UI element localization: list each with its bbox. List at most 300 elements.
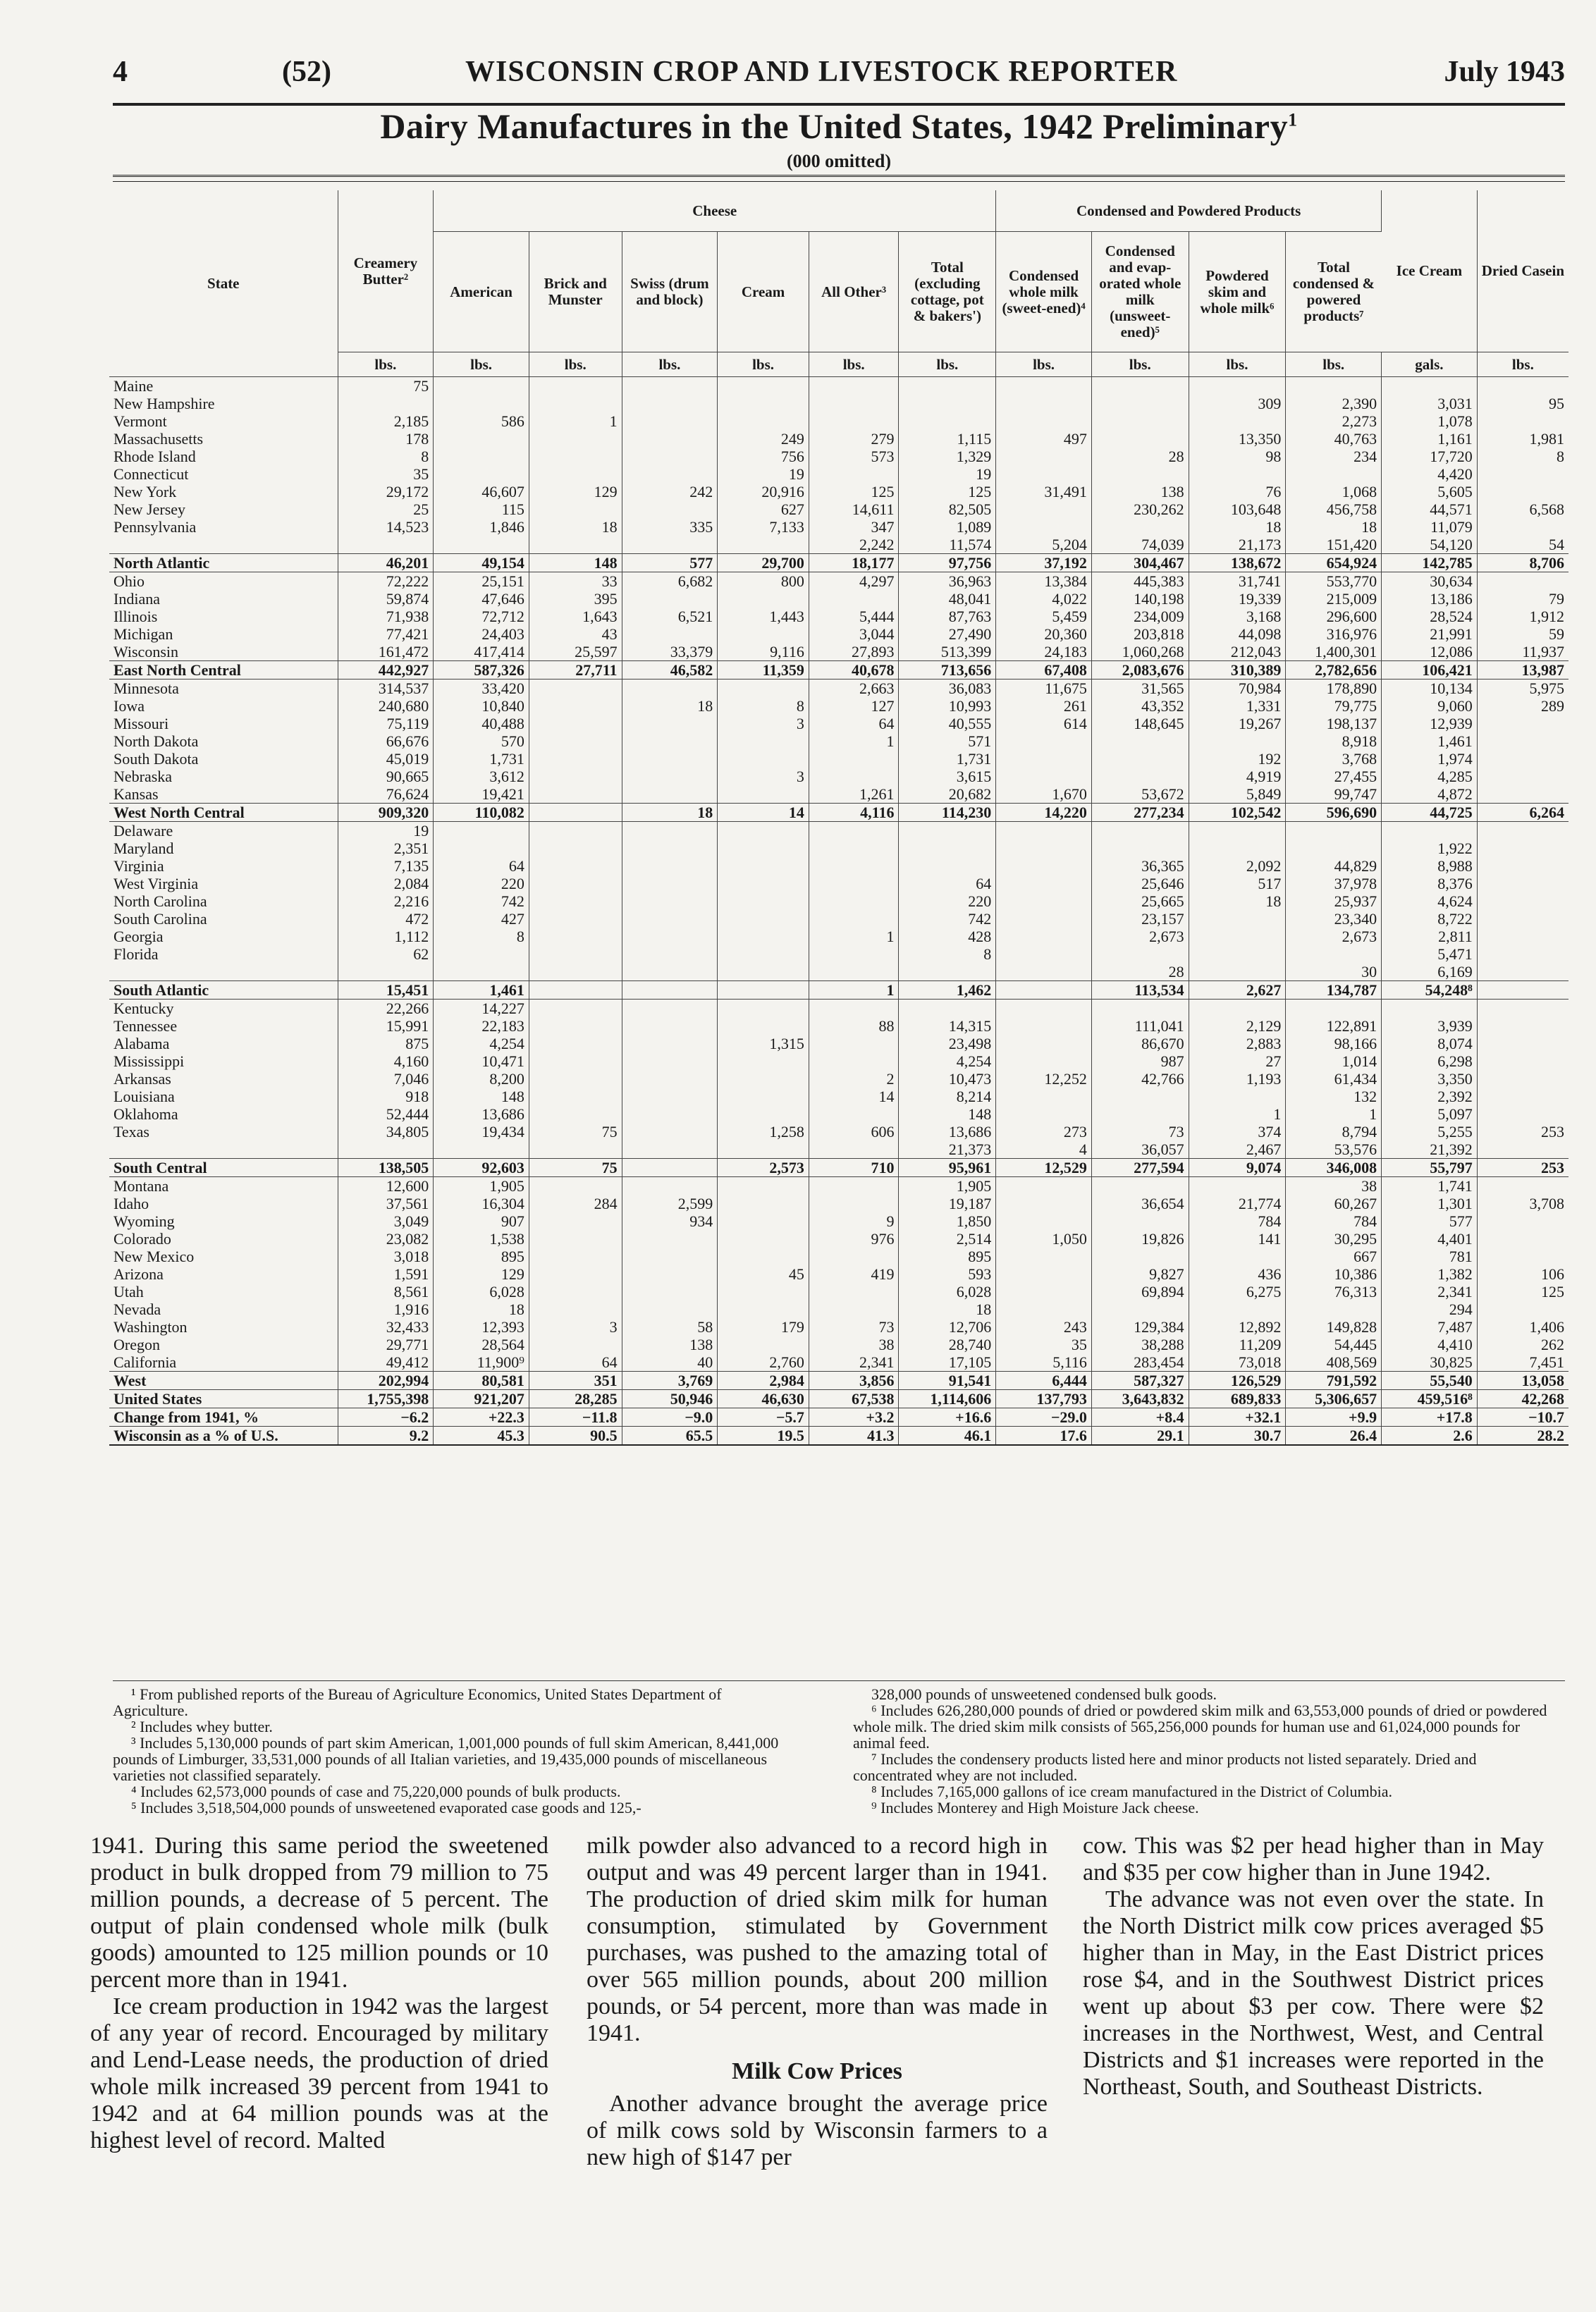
value-cell bbox=[809, 857, 899, 875]
value-cell: 2,341 bbox=[1382, 1283, 1478, 1300]
value-cell: 25,646 bbox=[1091, 875, 1189, 892]
table-row bbox=[109, 590, 1569, 608]
unit-label: lbs. bbox=[434, 352, 529, 377]
value-cell: 4,401 bbox=[1382, 1230, 1478, 1248]
value-cell: 148 bbox=[434, 1088, 529, 1105]
value-cell: 41.3 bbox=[809, 1427, 899, 1446]
value-cell bbox=[996, 1035, 1092, 1052]
state-name-cell: Delaware bbox=[109, 822, 338, 840]
value-cell: 253 bbox=[1477, 1159, 1569, 1177]
value-cell: 6,028 bbox=[899, 1283, 996, 1300]
table-row bbox=[109, 697, 1569, 715]
value-cell: 571 bbox=[899, 732, 996, 750]
state-name-cell: West Virginia bbox=[109, 875, 338, 892]
value-cell: 283,454 bbox=[1091, 1353, 1189, 1372]
value-cell: 243 bbox=[996, 1318, 1092, 1336]
value-cell bbox=[1091, 1000, 1189, 1018]
value-cell: 934 bbox=[622, 1212, 718, 1230]
value-cell: 10,134 bbox=[1382, 680, 1478, 698]
value-cell: 2,341 bbox=[809, 1353, 899, 1372]
value-cell: 75,119 bbox=[338, 715, 434, 732]
value-cell bbox=[1091, 1248, 1189, 1265]
value-cell: 8,794 bbox=[1286, 1123, 1382, 1140]
state-name-cell: North Atlantic bbox=[109, 554, 338, 572]
value-cell bbox=[809, 1000, 899, 1018]
value-cell: 48,041 bbox=[899, 590, 996, 608]
value-cell bbox=[1091, 945, 1189, 963]
value-cell: 5,444 bbox=[809, 608, 899, 625]
value-cell: 3,168 bbox=[1189, 608, 1286, 625]
state-name-cell: Nebraska bbox=[109, 768, 338, 785]
value-cell: 3,612 bbox=[434, 768, 529, 785]
value-cell: 21,173 bbox=[1189, 536, 1286, 554]
value-cell: 11,675 bbox=[996, 680, 1092, 698]
footnote-rule bbox=[113, 1680, 1565, 1681]
value-cell: 25,665 bbox=[1091, 892, 1189, 910]
value-cell bbox=[529, 785, 622, 804]
value-cell: 19 bbox=[899, 465, 996, 483]
value-cell: 11,209 bbox=[1189, 1336, 1286, 1353]
table-row bbox=[109, 945, 1569, 963]
table-row bbox=[109, 465, 1569, 483]
value-cell: 44,098 bbox=[1189, 625, 1286, 643]
value-cell: 497 bbox=[996, 430, 1092, 448]
value-cell: 3,031 bbox=[1382, 395, 1478, 412]
value-cell bbox=[1477, 945, 1569, 963]
value-cell bbox=[622, 590, 718, 608]
value-cell bbox=[622, 840, 718, 857]
value-cell: 8,722 bbox=[1382, 910, 1478, 928]
value-cell: 12,252 bbox=[996, 1070, 1092, 1088]
value-cell bbox=[996, 963, 1092, 981]
issue-number: (52) bbox=[282, 56, 331, 88]
value-cell: 14,611 bbox=[809, 500, 899, 518]
value-cell: 19,421 bbox=[434, 785, 529, 804]
value-cell: 2.6 bbox=[1382, 1427, 1478, 1446]
unit-label: lbs. bbox=[1091, 352, 1189, 377]
value-cell: 64 bbox=[529, 1353, 622, 1372]
value-cell: 875 bbox=[338, 1035, 434, 1052]
value-cell: 987 bbox=[1091, 1052, 1189, 1070]
value-cell bbox=[434, 536, 529, 554]
value-cell: 91,541 bbox=[899, 1372, 996, 1390]
value-cell: 3,856 bbox=[809, 1372, 899, 1390]
table-row bbox=[109, 1248, 1569, 1265]
value-cell: 909,320 bbox=[338, 804, 434, 822]
value-cell: 8 bbox=[899, 945, 996, 963]
value-cell: 148 bbox=[899, 1105, 996, 1123]
value-cell bbox=[899, 857, 996, 875]
value-cell: 13,350 bbox=[1189, 430, 1286, 448]
value-cell bbox=[996, 500, 1092, 518]
value-cell bbox=[809, 963, 899, 981]
value-cell: 12,892 bbox=[1189, 1318, 1286, 1336]
value-cell: 1,916 bbox=[338, 1300, 434, 1318]
col-header-condensed-total: Total condensed & powered products⁷ bbox=[1286, 232, 1382, 352]
value-cell: 781 bbox=[1382, 1248, 1478, 1265]
value-cell bbox=[1189, 377, 1286, 395]
value-cell: 921,207 bbox=[434, 1390, 529, 1408]
value-cell: 11,574 bbox=[899, 536, 996, 554]
value-cell: 1,014 bbox=[1286, 1052, 1382, 1070]
value-cell: 12,086 bbox=[1382, 643, 1478, 661]
table-row bbox=[109, 750, 1569, 768]
value-cell bbox=[529, 715, 622, 732]
value-cell: 23,340 bbox=[1286, 910, 1382, 928]
value-cell: 1,261 bbox=[809, 785, 899, 804]
value-cell: 52,444 bbox=[338, 1105, 434, 1123]
value-cell bbox=[529, 928, 622, 945]
value-cell: 9,060 bbox=[1382, 697, 1478, 715]
value-cell bbox=[529, 680, 622, 698]
value-cell bbox=[996, 412, 1092, 430]
value-cell: 18 bbox=[1286, 518, 1382, 536]
value-cell: +32.1 bbox=[1189, 1408, 1286, 1427]
value-cell: 6,444 bbox=[996, 1372, 1092, 1390]
value-cell: 3 bbox=[529, 1318, 622, 1336]
value-cell: 2,984 bbox=[718, 1372, 809, 1390]
value-cell bbox=[718, 1105, 809, 1123]
value-cell: 59,874 bbox=[338, 590, 434, 608]
footnote: ² Includes whey butter. bbox=[131, 1718, 273, 1735]
value-cell: 654,924 bbox=[1286, 554, 1382, 572]
value-cell: 23,157 bbox=[1091, 910, 1189, 928]
value-cell: 4,116 bbox=[809, 804, 899, 822]
value-cell bbox=[622, 1052, 718, 1070]
table-row bbox=[109, 377, 1569, 395]
value-cell: 64 bbox=[809, 715, 899, 732]
value-cell bbox=[1189, 822, 1286, 840]
value-cell: 148 bbox=[529, 554, 622, 572]
value-cell: 33 bbox=[529, 572, 622, 591]
value-cell: 8,214 bbox=[899, 1088, 996, 1105]
value-cell bbox=[809, 768, 899, 785]
value-cell: 38 bbox=[809, 1336, 899, 1353]
value-cell bbox=[718, 1230, 809, 1248]
value-cell: 234 bbox=[1286, 448, 1382, 465]
value-cell: 2,216 bbox=[338, 892, 434, 910]
value-cell: 261 bbox=[996, 697, 1092, 715]
footnote: ¹ From published reports of the Bureau of Agriculture Economics, United States Department of Agriculture. bbox=[113, 1685, 722, 1719]
value-cell bbox=[529, 1300, 622, 1318]
paragraph: The advance was not even over the state. In the North District milk cow prices averaged $5 higher than in May, in the East District prices rose $4, and in the Southwest District prices went up about $3 per cow. There were $2 increases in the Northwest, West, and Central Districts and $1 increases were reported in the Northeast, South, and Southeast Districts. bbox=[1083, 1886, 1544, 2100]
value-cell: 8,918 bbox=[1286, 732, 1382, 750]
condensed-group-header: Condensed and Powdered Products bbox=[996, 190, 1382, 232]
value-cell bbox=[996, 1088, 1092, 1105]
value-cell bbox=[1477, 785, 1569, 804]
value-cell bbox=[1477, 1088, 1569, 1105]
value-cell bbox=[622, 1283, 718, 1300]
table-row bbox=[109, 625, 1569, 643]
value-cell: 12,706 bbox=[899, 1318, 996, 1336]
value-cell: 395 bbox=[529, 590, 622, 608]
value-cell: 30,825 bbox=[1382, 1353, 1478, 1372]
unit-label: lbs. bbox=[338, 352, 434, 377]
value-cell bbox=[1189, 412, 1286, 430]
table-row bbox=[109, 715, 1569, 732]
value-cell bbox=[809, 1140, 899, 1159]
value-cell: 5,849 bbox=[1189, 785, 1286, 804]
value-cell: 140,198 bbox=[1091, 590, 1189, 608]
value-cell: 606 bbox=[809, 1123, 899, 1140]
value-cell: 6,568 bbox=[1529, 500, 1564, 518]
total-row bbox=[109, 554, 1569, 572]
state-name-cell: South Central bbox=[109, 1159, 338, 1177]
value-cell: 14,523 bbox=[338, 518, 434, 536]
value-cell bbox=[1091, 1105, 1189, 1123]
value-cell bbox=[996, 822, 1092, 840]
value-cell bbox=[718, 1017, 809, 1035]
state-name-cell: Illinois bbox=[109, 608, 338, 625]
value-cell bbox=[529, 1336, 622, 1353]
value-cell bbox=[996, 1265, 1092, 1283]
value-cell: 459,516⁸ bbox=[1382, 1390, 1478, 1408]
value-cell bbox=[1091, 395, 1189, 412]
value-cell: 15,451 bbox=[338, 981, 434, 1000]
value-cell bbox=[434, 963, 529, 981]
value-cell: 70,984 bbox=[1189, 680, 1286, 698]
value-cell: 106 bbox=[1541, 1265, 1564, 1283]
value-cell: 573 bbox=[809, 448, 899, 465]
state-name-cell: New Hampshire bbox=[109, 395, 338, 412]
total-row bbox=[109, 1159, 1569, 1177]
value-cell: +16.6 bbox=[899, 1408, 996, 1427]
value-cell bbox=[1189, 963, 1286, 981]
value-cell: 80,581 bbox=[434, 1372, 529, 1390]
value-cell bbox=[529, 448, 622, 465]
table-row bbox=[109, 643, 1569, 661]
value-cell bbox=[996, 1177, 1092, 1195]
value-cell bbox=[1477, 910, 1569, 928]
value-cell bbox=[718, 785, 809, 804]
value-cell: 212,043 bbox=[1189, 643, 1286, 661]
value-cell: 8,988 bbox=[1382, 857, 1478, 875]
value-cell: 586 bbox=[434, 412, 529, 430]
value-cell bbox=[718, 1000, 809, 1018]
value-cell bbox=[996, 518, 1092, 536]
value-cell bbox=[1477, 412, 1569, 430]
value-cell: 90.5 bbox=[529, 1427, 622, 1446]
paragraph: milk powder also advanced to a record high in output and was 49 percent larger than in 1941. The production of dried skim milk for human consumption, stimulated by Government purchases, was pushed to the amazing total of over 565 million pounds, about 200 million pounds, or 54 percent, more than was made in 1941. bbox=[587, 1833, 1048, 2046]
value-cell: 19,434 bbox=[434, 1123, 529, 1140]
value-cell: 38,288 bbox=[1091, 1336, 1189, 1353]
value-cell: −11.8 bbox=[529, 1408, 622, 1427]
value-cell: 253 bbox=[1541, 1123, 1564, 1140]
value-cell: 192 bbox=[1189, 750, 1286, 768]
value-cell: 4,624 bbox=[1382, 892, 1478, 910]
value-cell: 11,937 bbox=[1522, 643, 1564, 660]
footnotes-left bbox=[113, 1686, 790, 1816]
value-cell bbox=[1477, 572, 1569, 591]
value-cell bbox=[809, 590, 899, 608]
value-cell: 2,185 bbox=[338, 412, 434, 430]
value-cell bbox=[529, 1052, 622, 1070]
value-cell: 32,433 bbox=[338, 1318, 434, 1336]
value-cell: +8.4 bbox=[1091, 1408, 1189, 1427]
value-cell bbox=[1477, 963, 1569, 981]
value-cell bbox=[996, 1300, 1092, 1318]
value-cell bbox=[1382, 1000, 1478, 1018]
value-cell: 12,393 bbox=[434, 1318, 529, 1336]
value-cell bbox=[529, 377, 622, 395]
value-cell bbox=[622, 536, 718, 554]
value-cell: 8,074 bbox=[1382, 1035, 1478, 1052]
state-name-cell: South Atlantic bbox=[109, 981, 338, 1000]
value-cell: 289 bbox=[1541, 697, 1564, 715]
value-cell: +22.3 bbox=[434, 1408, 529, 1427]
value-cell bbox=[529, 430, 622, 448]
value-cell bbox=[1189, 732, 1286, 750]
value-cell: 148,645 bbox=[1091, 715, 1189, 732]
value-cell bbox=[996, 981, 1092, 1000]
value-cell bbox=[1091, 768, 1189, 785]
state-name-cell: Pennsylvania bbox=[109, 518, 338, 536]
value-cell bbox=[622, 625, 718, 643]
value-cell bbox=[996, 1283, 1092, 1300]
total-row bbox=[109, 1390, 1569, 1408]
value-cell: 110,082 bbox=[434, 804, 529, 822]
state-name-cell: Mississippi bbox=[109, 1052, 338, 1070]
value-cell: 1,443 bbox=[718, 608, 809, 625]
value-cell bbox=[622, 857, 718, 875]
value-cell: 27,711 bbox=[529, 661, 622, 680]
value-cell bbox=[996, 732, 1092, 750]
state-name-cell: Colorado bbox=[109, 1230, 338, 1248]
value-cell: 277,234 bbox=[1091, 804, 1189, 822]
table-row bbox=[109, 608, 1569, 625]
publication-name: WISCONSIN CROP AND LIVESTOCK REPORTER bbox=[465, 56, 1178, 88]
table-row bbox=[109, 1353, 1569, 1372]
value-cell: 61,434 bbox=[1286, 1070, 1382, 1088]
value-cell bbox=[1477, 857, 1569, 875]
value-cell bbox=[434, 840, 529, 857]
value-cell: 310,389 bbox=[1189, 661, 1286, 680]
value-cell: 5,471 bbox=[1382, 945, 1478, 963]
value-cell bbox=[996, 1000, 1092, 1018]
value-cell bbox=[622, 1035, 718, 1052]
value-cell bbox=[622, 1070, 718, 1088]
value-cell: 3,350 bbox=[1382, 1070, 1478, 1088]
value-cell: 138 bbox=[622, 1336, 718, 1353]
value-cell: 19,339 bbox=[1189, 590, 1286, 608]
value-cell: 309 bbox=[1189, 395, 1286, 412]
value-cell: 86,670 bbox=[1091, 1035, 1189, 1052]
value-cell: 88 bbox=[809, 1017, 899, 1035]
table-row bbox=[109, 768, 1569, 785]
value-cell bbox=[996, 1212, 1092, 1230]
value-cell bbox=[1477, 1105, 1569, 1123]
value-cell: 6,298 bbox=[1382, 1052, 1478, 1070]
value-cell: 82,505 bbox=[899, 500, 996, 518]
value-cell: 2,392 bbox=[1382, 1088, 1478, 1105]
value-cell: 262 bbox=[1541, 1336, 1564, 1353]
value-cell: 4,919 bbox=[1189, 768, 1286, 785]
value-cell bbox=[529, 768, 622, 785]
value-cell: 12,529 bbox=[996, 1159, 1092, 1177]
value-cell: 249 bbox=[718, 430, 809, 448]
value-cell: 2 bbox=[809, 1070, 899, 1088]
value-cell bbox=[1477, 981, 1569, 1000]
value-cell: 335 bbox=[622, 518, 718, 536]
state-name-cell: Rhode Island bbox=[109, 448, 338, 465]
value-cell: 1,462 bbox=[899, 981, 996, 1000]
value-cell: 713,656 bbox=[899, 661, 996, 680]
value-cell: 37,978 bbox=[1286, 875, 1382, 892]
value-cell bbox=[529, 1105, 622, 1123]
value-cell: 1,112 bbox=[338, 928, 434, 945]
value-cell: 46,201 bbox=[338, 554, 434, 572]
value-cell bbox=[718, 981, 809, 1000]
value-cell: 64 bbox=[434, 857, 529, 875]
value-cell bbox=[529, 1265, 622, 1283]
value-cell: 5,116 bbox=[996, 1353, 1092, 1372]
table-row bbox=[109, 1265, 1569, 1283]
value-cell bbox=[899, 377, 996, 395]
value-cell: 5,306,657 bbox=[1286, 1390, 1382, 1408]
col-header-evaporated: Condensed and evap-orated whole milk (unsweet-ened)⁵ bbox=[1091, 232, 1189, 352]
value-cell: 13,186 bbox=[1382, 590, 1478, 608]
value-cell: 13,686 bbox=[434, 1105, 529, 1123]
value-cell bbox=[899, 395, 996, 412]
value-cell bbox=[718, 377, 809, 395]
value-cell: 9.2 bbox=[338, 1427, 434, 1446]
state-name-cell: Iowa bbox=[109, 697, 338, 715]
value-cell bbox=[622, 377, 718, 395]
value-cell: 1,078 bbox=[1382, 412, 1478, 430]
value-cell: 6,264 bbox=[1477, 804, 1569, 822]
value-cell: 1,068 bbox=[1286, 483, 1382, 500]
value-cell: 42,268 bbox=[1477, 1390, 1569, 1408]
value-cell bbox=[338, 536, 434, 554]
value-cell bbox=[718, 1088, 809, 1105]
state-name-cell: Oregon bbox=[109, 1336, 338, 1353]
value-cell bbox=[1477, 875, 1569, 892]
unit-label: lbs. bbox=[996, 352, 1092, 377]
value-cell: 34,805 bbox=[338, 1123, 434, 1140]
value-cell bbox=[718, 822, 809, 840]
value-cell: 1,731 bbox=[899, 750, 996, 768]
table-row bbox=[109, 1336, 1569, 1353]
value-cell bbox=[529, 1283, 622, 1300]
value-cell: 18,177 bbox=[809, 554, 899, 572]
value-cell bbox=[996, 875, 1092, 892]
value-cell: 513,399 bbox=[899, 643, 996, 661]
value-cell bbox=[434, 377, 529, 395]
value-cell: 151,420 bbox=[1286, 536, 1382, 554]
state-name-cell: West North Central bbox=[109, 804, 338, 822]
value-cell: 553,770 bbox=[1286, 572, 1382, 591]
value-cell: 2,811 bbox=[1382, 928, 1478, 945]
value-cell: 1 bbox=[809, 928, 899, 945]
value-cell bbox=[899, 1000, 996, 1018]
value-cell bbox=[1189, 1177, 1286, 1195]
value-cell: 72,712 bbox=[434, 608, 529, 625]
value-cell bbox=[1189, 1300, 1286, 1318]
article-column-3 bbox=[1083, 1833, 1544, 2101]
table-row bbox=[109, 963, 1569, 981]
value-cell: 230,262 bbox=[1091, 500, 1189, 518]
value-cell: 29,172 bbox=[338, 483, 434, 500]
value-cell: 53,576 bbox=[1286, 1140, 1382, 1159]
value-cell bbox=[622, 822, 718, 840]
value-cell: 9,827 bbox=[1091, 1265, 1189, 1283]
value-cell: 13,686 bbox=[899, 1123, 996, 1140]
value-cell: 22,266 bbox=[338, 1000, 434, 1018]
state-name-cell: Connecticut bbox=[109, 465, 338, 483]
value-cell: 3,939 bbox=[1382, 1017, 1478, 1035]
value-cell: 18 bbox=[899, 1300, 996, 1318]
total-row bbox=[109, 1372, 1569, 1390]
